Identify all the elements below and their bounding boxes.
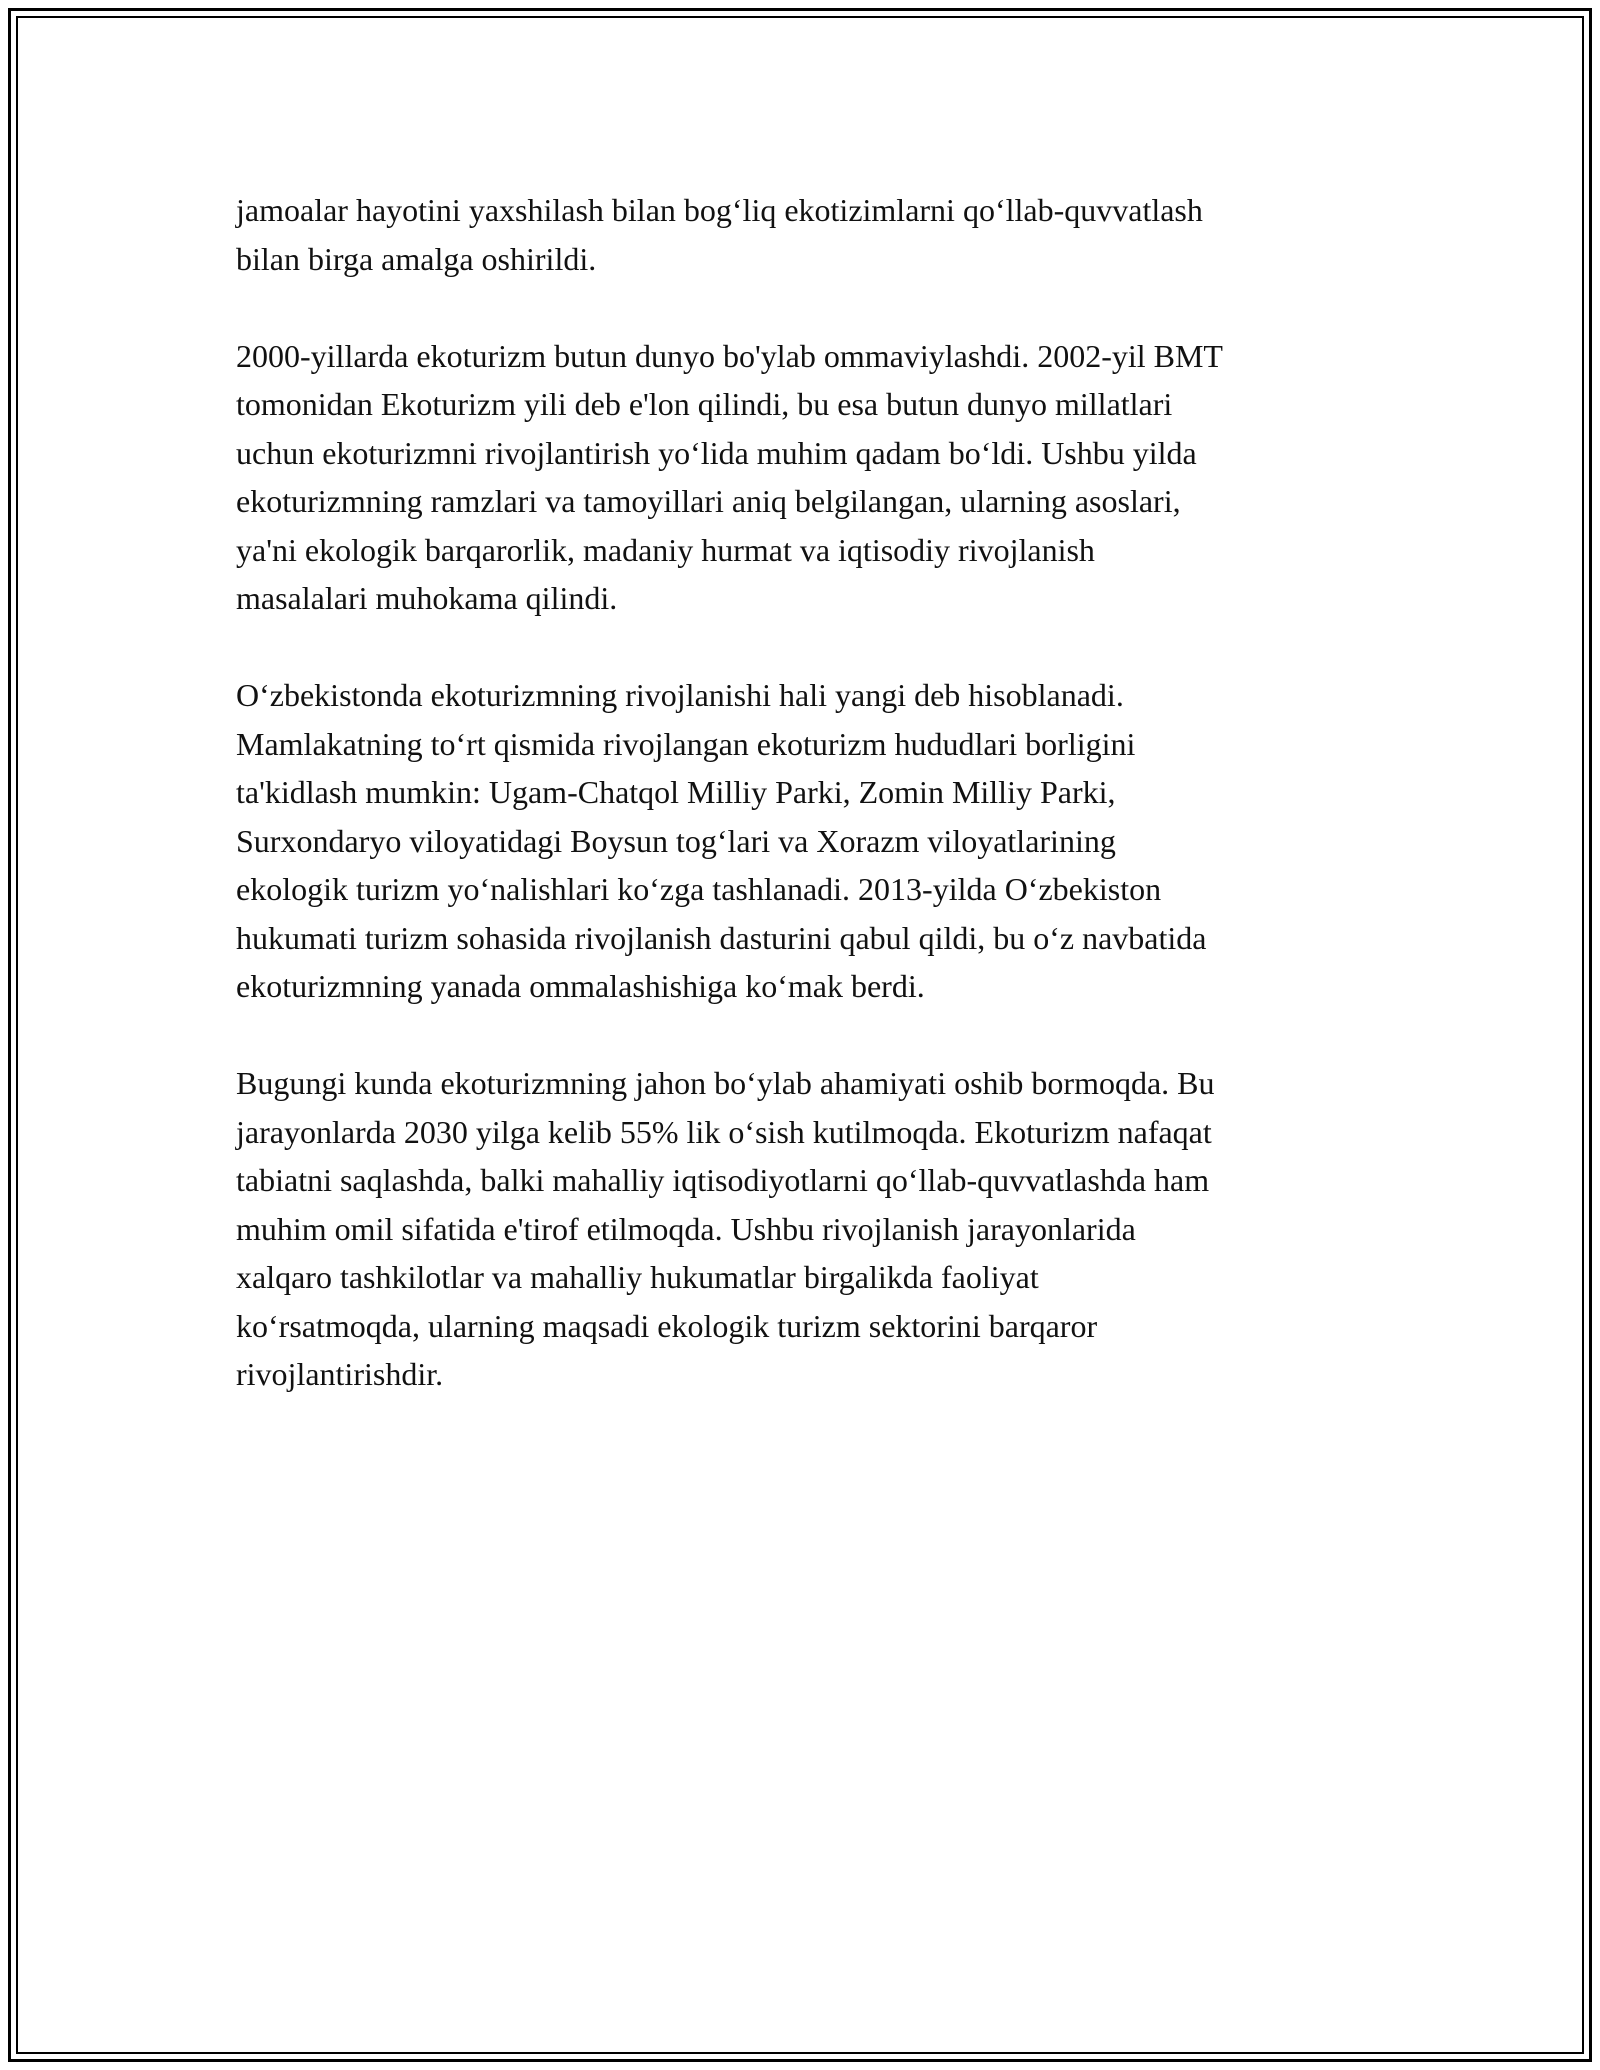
text-line: jamoalar hayotini yaxshilash bilan bog‘liq ekotizimlarni qo‘llab-quvvatlash bbox=[236, 192, 1203, 228]
paragraph-3 bbox=[236, 671, 1396, 1011]
text-line: Mamlakatning to‘rt qismida rivojlangan ekoturizm hududlari borligini bbox=[236, 725, 1136, 762]
document-body bbox=[236, 186, 1396, 1447]
text-line: bilan birga amalga oshirildi. bbox=[236, 240, 597, 277]
text-line: ta'kidlash mumkin: Ugam-Chatqol Milliy Parki, Zomin Milliy Parki, bbox=[236, 774, 1116, 810]
paragraph-4 bbox=[236, 1059, 1396, 1399]
text-line: ekoturizmning yanada ommalashishiga ko‘mak berdi. bbox=[236, 968, 925, 1004]
text-line: xalqaro tashkilotlar va mahalliy hukumatlar birgalikda faoliyat bbox=[236, 1259, 1039, 1295]
text-line: ekoturizmning ramzlari va tamoyillari aniq belgilangan, ularning asoslari, bbox=[236, 483, 1181, 519]
text-line: hukumati turizm sohasida rivojlanish dasturini qabul qildi, bu o‘z navbatida bbox=[236, 919, 1207, 956]
text-line: uchun ekoturizmni rivojlantirish yo‘lida muhim qadam bo‘ldi. Ushbu yilda bbox=[236, 434, 1197, 471]
text-line: O‘zbekistonda ekoturizmning rivojlanishi hali yangi deb hisoblanadi. bbox=[236, 677, 1124, 713]
text-line: muhim omil sifatida e'tirof etilmoqda. Ushbu rivojlanish jarayonlarida bbox=[236, 1210, 1136, 1247]
paragraph-1 bbox=[236, 186, 1396, 283]
text-line: 2000-yillarda ekoturizm butun dunyo bo'ylab ommaviylashdi. 2002-yil BMT bbox=[236, 337, 1223, 374]
text-line: tomonidan Ekoturizm yili deb e'lon qilindi, bu esa butun dunyo millatlari bbox=[236, 386, 1173, 422]
text-line: masalalari muhokama qilindi. bbox=[236, 580, 618, 616]
text-line: Surxondaryo viloyatidagi Boysun tog‘lari va Xorazm viloyatlarining bbox=[236, 822, 1116, 859]
text-line: Bugungi kunda ekoturizmning jahon bo‘ylab ahamiyati oshib bormoqda. Bu bbox=[236, 1065, 1215, 1101]
paragraph-2 bbox=[236, 332, 1396, 623]
text-line: rivojlantirishdir. bbox=[236, 1356, 444, 1392]
text-line: tabiatni saqlashda, balki mahalliy iqtisodiyotlarni qo‘llab-quvvatlashda ham bbox=[236, 1162, 1210, 1198]
text-line: ya'ni ekologik barqarorlik, madaniy hurmat va iqtisodiy rivojlanish bbox=[236, 531, 1095, 568]
text-line: ekologik turizm yo‘nalishlari ko‘zga tashlanadi. 2013-yilda O‘zbekiston bbox=[236, 871, 1162, 907]
text-line: jarayonlarda 2030 yilga kelib 55% lik o‘sish kutilmoqda. Ekoturizm nafaqat bbox=[236, 1113, 1212, 1150]
text-line: ko‘rsatmoqda, ularning maqsadi ekologik turizm sektorini barqaror bbox=[236, 1307, 1098, 1344]
